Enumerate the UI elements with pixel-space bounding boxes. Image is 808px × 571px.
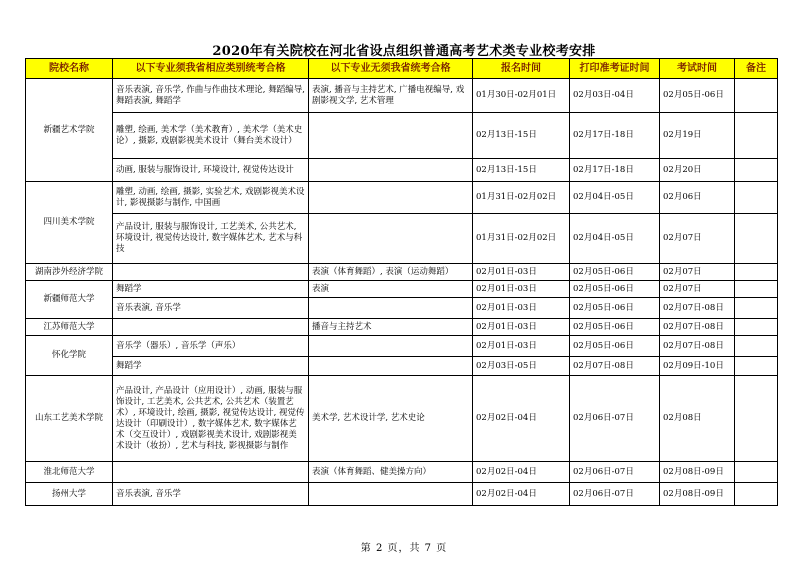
required-majors-cell bbox=[113, 319, 309, 336]
registration-time-cell: 01月30日-02月01日 bbox=[473, 79, 570, 113]
table-row bbox=[26, 113, 778, 159]
header-required-majors: 以下专业须我省相应类别统考合格 bbox=[113, 59, 309, 79]
school-name-cell: 江苏师范大学 bbox=[26, 319, 113, 336]
registration-time-cell: 02月02日-04日 bbox=[473, 483, 570, 506]
required-majors-cell: 雕塑, 绘画, 美术学（美术教育）, 美术学（美术史论）, 摄影, 戏剧影视美术设计（舞台美术设计） bbox=[113, 113, 309, 159]
not-required-majors-cell bbox=[309, 336, 473, 357]
exam-time-cell: 02月07日 bbox=[660, 214, 735, 264]
table-row bbox=[26, 376, 778, 462]
table-row bbox=[26, 214, 778, 264]
print-ticket-time-cell: 02月05日-06日 bbox=[570, 336, 660, 357]
not-required-majors-cell bbox=[309, 182, 473, 214]
exam-time-cell: 02月08日 bbox=[660, 376, 735, 462]
not-required-majors-cell: 表演, 播音与主持艺术, 广播电视编导, 戏剧影视文学, 艺术管理 bbox=[309, 79, 473, 113]
print-ticket-time-cell: 02月06日-07日 bbox=[570, 462, 660, 483]
notes-cell bbox=[735, 298, 778, 319]
table-row bbox=[26, 264, 778, 281]
table-row bbox=[26, 483, 778, 506]
required-majors-cell: 动画, 服装与服饰设计, 环境设计, 视觉传达设计 bbox=[113, 159, 309, 182]
required-majors-cell: 产品设计, 产品设计（应用设计）, 动画, 服装与服饰设计, 工艺美术, 公共艺术, 公共艺术（装置艺术）, 环境设计, 绘画, 摄影, 视觉传达设计, 视觉传达设计（印刷设计）, 数字媒体艺术, 数字媒体艺术（交互设计）, 戏剧影视美术设计, 戏剧影视美术设计（妆扮）, 艺术与科技, 影视摄影与制作 bbox=[113, 376, 309, 462]
print-ticket-time-cell: 02月17日-18日 bbox=[570, 113, 660, 159]
registration-time-cell: 02月13日-15日 bbox=[473, 113, 570, 159]
not-required-majors-cell bbox=[309, 113, 473, 159]
required-majors-cell: 舞蹈学 bbox=[113, 357, 309, 376]
notes-cell bbox=[735, 281, 778, 298]
notes-cell bbox=[735, 214, 778, 264]
required-majors-cell: 雕塑, 动画, 绘画, 摄影, 实验艺术, 戏剧影视美术设计, 影视摄影与制作, 中国画 bbox=[113, 182, 309, 214]
table-row bbox=[26, 357, 778, 376]
notes-cell bbox=[735, 483, 778, 506]
not-required-majors-cell: 表演（体育舞蹈）, 表演（运动舞蹈） bbox=[309, 264, 473, 281]
notes-cell bbox=[735, 79, 778, 113]
exam-time-cell: 02月08日-09日 bbox=[660, 462, 735, 483]
required-majors-cell: 音乐表演, 音乐学, 作曲与作曲技术理论, 舞蹈编导, 舞蹈表演, 舞蹈学 bbox=[113, 79, 309, 113]
header-registration-time: 报名时间 bbox=[473, 59, 570, 79]
required-majors-cell: 产品设计, 服装与服饰设计, 工艺美术, 公共艺术, 环境设计, 视觉传达设计, 数字媒体艺术, 艺术与科技 bbox=[113, 214, 309, 264]
table-row bbox=[26, 159, 778, 182]
exam-time-cell: 02月07日 bbox=[660, 264, 735, 281]
school-name-cell: 淮北师范大学 bbox=[26, 462, 113, 483]
not-required-majors-cell bbox=[309, 159, 473, 182]
notes-cell bbox=[735, 182, 778, 214]
table-row bbox=[26, 298, 778, 319]
registration-time-cell: 02月13日-15日 bbox=[473, 159, 570, 182]
table-row bbox=[26, 281, 778, 298]
registration-time-cell: 02月01日-03日 bbox=[473, 264, 570, 281]
print-ticket-time-cell: 02月07日-08日 bbox=[570, 357, 660, 376]
print-ticket-time-cell: 02月06日-07日 bbox=[570, 483, 660, 506]
not-required-majors-cell bbox=[309, 298, 473, 319]
not-required-majors-cell bbox=[309, 483, 473, 506]
required-majors-cell: 音乐表演, 音乐学 bbox=[113, 298, 309, 319]
registration-time-cell: 02月01日-03日 bbox=[473, 281, 570, 298]
exam-time-cell: 02月07日-08日 bbox=[660, 319, 735, 336]
print-ticket-time-cell: 02月04日-05日 bbox=[570, 214, 660, 264]
registration-time-cell: 01月31日-02月02日 bbox=[473, 182, 570, 214]
print-ticket-time-cell: 02月04日-05日 bbox=[570, 182, 660, 214]
school-name-cell: 新疆师范大学 bbox=[26, 281, 113, 319]
table-row bbox=[26, 336, 778, 357]
registration-time-cell: 02月01日-03日 bbox=[473, 319, 570, 336]
school-name-cell: 扬州大学 bbox=[26, 483, 113, 506]
notes-cell bbox=[735, 336, 778, 357]
exam-time-cell: 02月08日-09日 bbox=[660, 483, 735, 506]
required-majors-cell: 音乐表演, 音乐学 bbox=[113, 483, 309, 506]
notes-cell bbox=[735, 319, 778, 336]
school-name-cell: 怀化学院 bbox=[26, 336, 113, 376]
exam-time-cell: 02月07日-08日 bbox=[660, 336, 735, 357]
page-footer: 第 2 页，共 7 页 bbox=[360, 543, 448, 554]
school-name-cell: 四川美术学院 bbox=[26, 182, 113, 264]
required-majors-cell: 音乐学（器乐）, 音乐学（声乐） bbox=[113, 336, 309, 357]
print-ticket-time-cell: 02月03日-04日 bbox=[570, 79, 660, 113]
table-row bbox=[26, 79, 778, 113]
page-title: 2020年有关院校在河北省设点组织普通高考艺术类专业校考安排 bbox=[212, 44, 596, 59]
required-majors-cell: 舞蹈学 bbox=[113, 281, 309, 298]
registration-time-cell: 02月01日-03日 bbox=[473, 336, 570, 357]
table-row bbox=[26, 462, 778, 483]
registration-time-cell: 02月03日-05日 bbox=[473, 357, 570, 376]
header-exam-time: 考试时间 bbox=[660, 59, 735, 79]
school-name-cell: 新疆艺术学院 bbox=[26, 79, 113, 182]
school-name-cell: 山东工艺美术学院 bbox=[26, 376, 113, 462]
notes-cell bbox=[735, 462, 778, 483]
exam-time-cell: 02月09日-10日 bbox=[660, 357, 735, 376]
exam-time-cell: 02月05日-06日 bbox=[660, 79, 735, 113]
notes-cell bbox=[735, 264, 778, 281]
registration-time-cell: 02月02日-04日 bbox=[473, 462, 570, 483]
print-ticket-time-cell: 02月06日-07日 bbox=[570, 376, 660, 462]
not-required-majors-cell: 表演（体育舞蹈、健美操方向） bbox=[309, 462, 473, 483]
not-required-majors-cell: 表演 bbox=[309, 281, 473, 298]
print-ticket-time-cell: 02月05日-06日 bbox=[570, 281, 660, 298]
school-name-cell: 湖南涉外经济学院 bbox=[26, 264, 113, 281]
table-header-row bbox=[26, 59, 778, 79]
print-ticket-time-cell: 02月05日-06日 bbox=[570, 264, 660, 281]
header-print-ticket-time: 打印准考证时间 bbox=[570, 59, 660, 79]
not-required-majors-cell: 美术学, 艺术设计学, 艺术史论 bbox=[309, 376, 473, 462]
print-ticket-time-cell: 02月05日-06日 bbox=[570, 298, 660, 319]
exam-time-cell: 02月20日 bbox=[660, 159, 735, 182]
table-body bbox=[26, 79, 778, 506]
exam-time-cell: 02月07日 bbox=[660, 281, 735, 298]
header-not-required-majors: 以下专业无须我省统考合格 bbox=[309, 59, 473, 79]
header-school: 院校名称 bbox=[26, 59, 113, 79]
notes-cell bbox=[735, 113, 778, 159]
notes-cell bbox=[735, 376, 778, 462]
registration-time-cell: 02月02日-04日 bbox=[473, 376, 570, 462]
registration-time-cell: 02月01日-03日 bbox=[473, 298, 570, 319]
required-majors-cell bbox=[113, 462, 309, 483]
table-row bbox=[26, 319, 778, 336]
print-ticket-time-cell: 02月17日-18日 bbox=[570, 159, 660, 182]
exam-time-cell: 02月07日-08日 bbox=[660, 298, 735, 319]
required-majors-cell bbox=[113, 264, 309, 281]
notes-cell bbox=[735, 357, 778, 376]
print-ticket-time-cell: 02月05日-06日 bbox=[570, 319, 660, 336]
registration-time-cell: 01月31日-02月02日 bbox=[473, 214, 570, 264]
exam-time-cell: 02月19日 bbox=[660, 113, 735, 159]
table-row bbox=[26, 182, 778, 214]
header-notes: 备注 bbox=[735, 59, 778, 79]
not-required-majors-cell: 播音与主持艺术 bbox=[309, 319, 473, 336]
exam-time-cell: 02月06日 bbox=[660, 182, 735, 214]
notes-cell bbox=[735, 159, 778, 182]
not-required-majors-cell bbox=[309, 357, 473, 376]
schedule-table bbox=[25, 58, 778, 506]
not-required-majors-cell bbox=[309, 214, 473, 264]
